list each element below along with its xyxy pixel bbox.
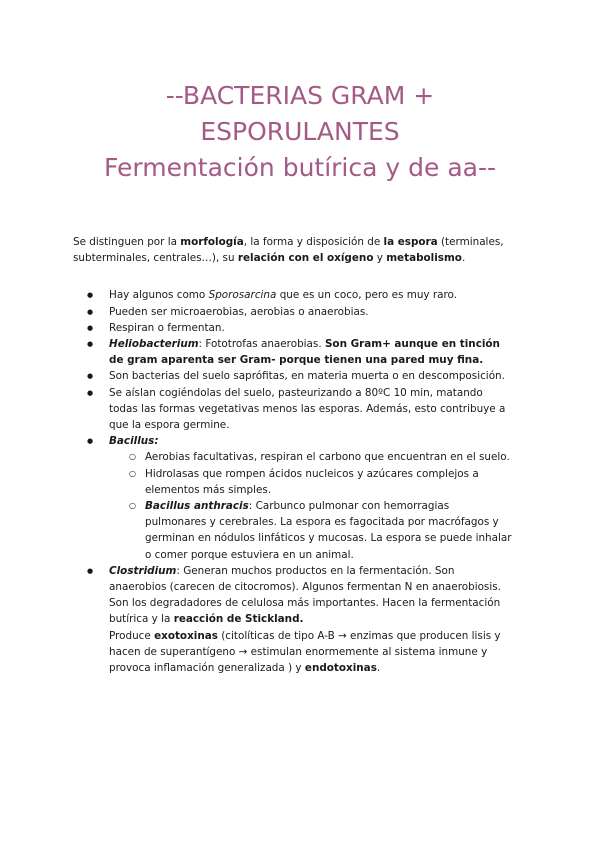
- list-item: [73, 287, 513, 303]
- list-item: [73, 368, 513, 384]
- item-bold-italic: Bacillus:: [109, 435, 159, 448]
- item-bold: exotoxinas: [154, 629, 218, 642]
- item-text: : Generan muchos productos en la fermentación. Son anaerobios (carecen de citocromos). Algunos fermentan N en anaerobiosis. Son los degradadores de celulosa más importantes. Hacen la fermentación butírica y la: [109, 564, 501, 626]
- item-bold: reacción de Stickland.: [173, 613, 304, 626]
- document-title: [0, 78, 600, 186]
- list-item: [73, 304, 513, 320]
- item-text: Hay algunos como: [109, 289, 209, 302]
- sub-list-item: [109, 466, 513, 498]
- title-line-2: ESPORULANTES: [200, 117, 400, 146]
- list-item: [73, 320, 513, 336]
- sub-list: [109, 449, 513, 562]
- title-line-3: Fermentación butírica y de aa--: [103, 153, 497, 182]
- list-item: [73, 385, 513, 434]
- item-bold: Son Gram+ aunque en tinción de gram aparenta ser Gram- porque tienen una pared muy fina.: [109, 338, 500, 367]
- item-text: Pueden ser microaerobias, aerobias o anaerobias.: [109, 305, 369, 318]
- item-text: Respiran o fermentan.: [109, 321, 225, 334]
- intro-paragraph: [73, 234, 513, 266]
- intro-bold-metabolismo: metabolismo: [386, 252, 462, 265]
- intro-text: .: [461, 252, 466, 265]
- list-item: [73, 433, 513, 563]
- item-text: .: [376, 662, 381, 675]
- item-bold-italic: Clostridium: [109, 564, 177, 577]
- list-item: [73, 336, 513, 368]
- sub-list-item: [109, 449, 513, 465]
- item-text: : Fototrofas anaerobias.: [198, 338, 325, 351]
- item-text: que es un coco, pero es muy raro.: [276, 289, 458, 302]
- intro-text: (terminales, subterminales, centrales…), su: [73, 236, 504, 265]
- item-bold-italic: Heliobacterium: [109, 338, 199, 351]
- item-text: Hidrolasas que rompen ácidos nucleicos y azúcares complejos a elementos más simples.: [145, 467, 479, 496]
- bullet-list: [73, 287, 513, 676]
- item-text: Son bacterias del suelo saprófitas, en materia muerta o en descomposición.: [109, 370, 505, 383]
- item-italic: Sporosarcina: [208, 289, 277, 302]
- intro-bold-morfologia: morfología: [180, 236, 244, 248]
- item-text: Se aíslan cogiéndolas del suelo, pasteurizando a 80ºC 10 min, matando todas las formas vegetativas menos las esporas. Además, esto contribuye a que la espora germine.: [109, 386, 506, 432]
- list-item: [73, 563, 513, 676]
- sub-list-item: [109, 498, 513, 563]
- title-line-1: --BACTERIAS GRAM +: [165, 81, 435, 110]
- intro-text: , la forma y disposición de: [243, 236, 384, 248]
- item-bold-italic: Bacillus anthracis: [145, 500, 249, 513]
- intro-bold-espora: la espora: [383, 236, 438, 248]
- item-text: : Carbunco pulmonar con hemorragias pulmonares y cerebrales. La espora es fagocitada por macrófagos y germinan en nódulos linfáticos y mucosas. La espora se puede inhalar o comer porque estuviera en un animal.: [145, 500, 512, 561]
- intro-text: y: [373, 252, 387, 265]
- item-text: Produce: [109, 629, 155, 642]
- intro-text: Se distinguen por la: [73, 236, 181, 248]
- item-bold: endotoxinas: [304, 662, 377, 675]
- intro-bold-oxigeno: relación con el oxígeno: [237, 252, 374, 265]
- item-text: Aerobias facultativas, respiran el carbono que encuentran en el suelo.: [145, 451, 510, 464]
- document-body: [73, 234, 513, 676]
- item-text: (citolíticas de tipo A-B → enzimas que producen lisis y hacen de superantígeno → estimulan enormemente al sistema inmune y provoca inflamación generalizada ) y: [109, 629, 501, 675]
